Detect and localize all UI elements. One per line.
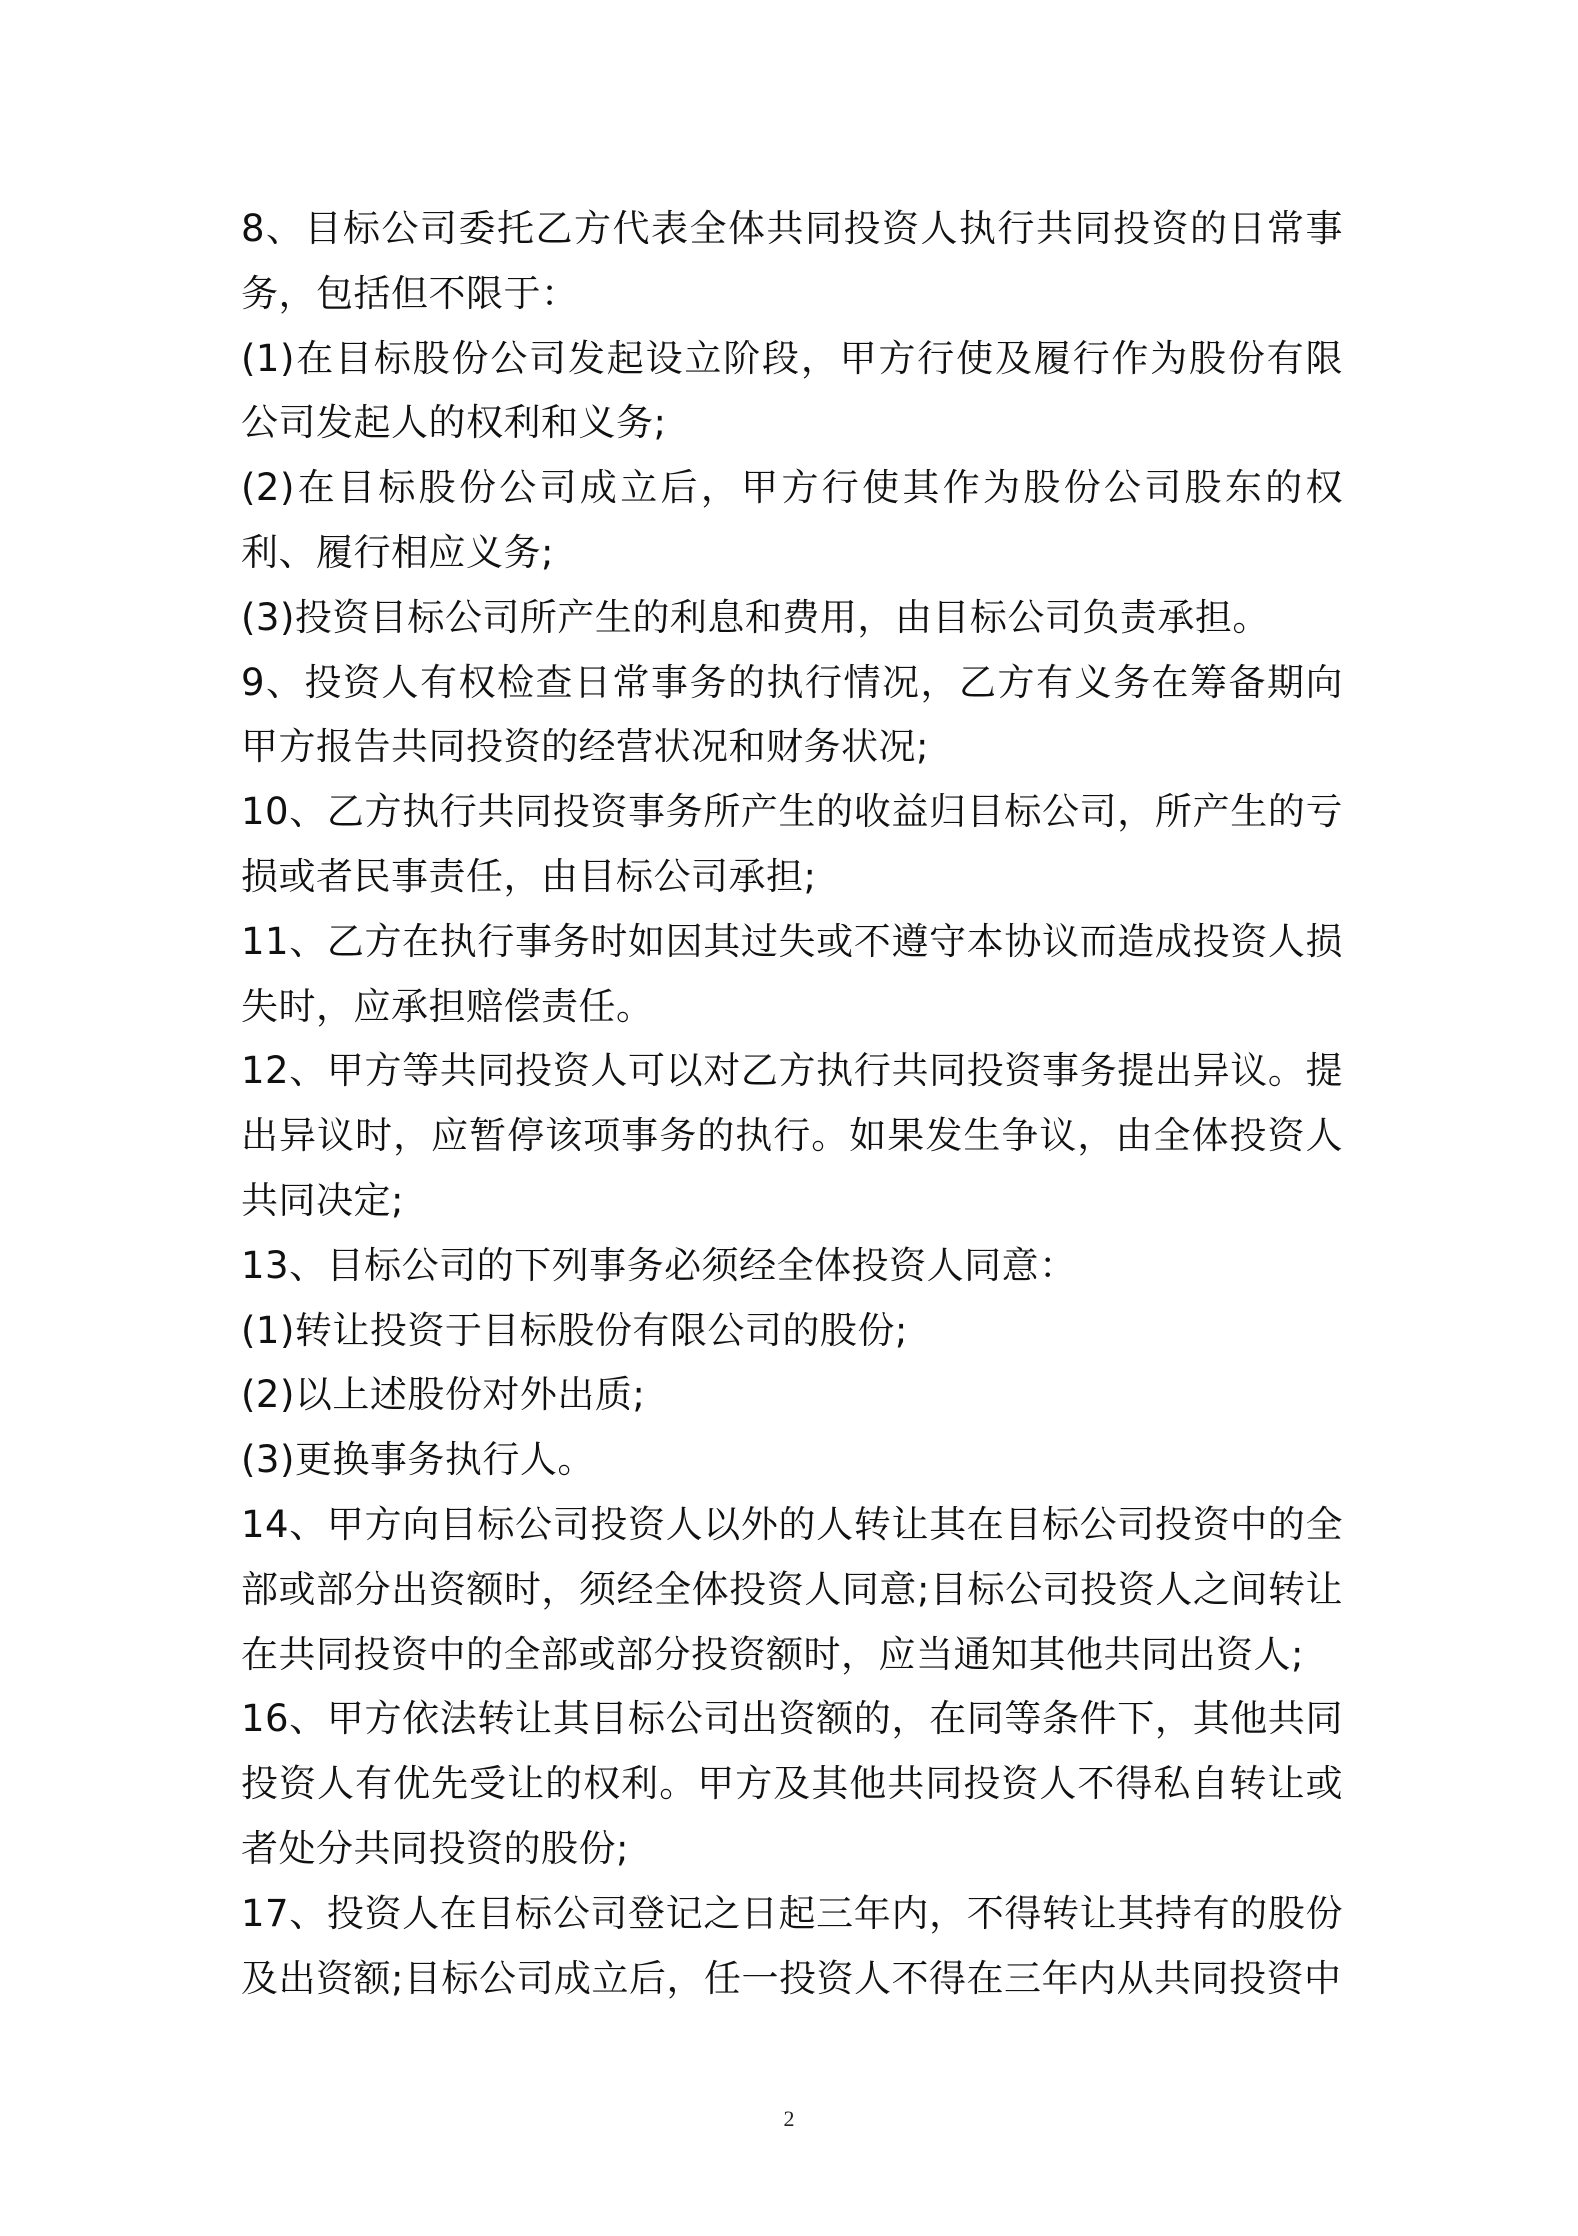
clause-17: 17、投资人在目标公司登记之日起三年内，不得转让其持有的股份及出资额;目标公司成立后，任一投资人不得在三年内从共同投资中 — [241, 1891, 1343, 2000]
clause-8-item-3: (3)投资目标公司所产生的利息和费用，由目标公司负责承担。 — [241, 595, 1270, 639]
clause-12: 12、甲方等共同投资人可以对乙方执行共同投资事务提出异议。提出异议时，应暂停该项事务的执行。如果发生争议，由全体投资人共同决定; — [241, 1049, 1343, 1222]
clause-16: 16、甲方依法转让其目标公司出资额的，在同等条件下，其他共同投资人有优先受让的权利。甲方及其他共同投资人不得私自转让或者处分共同投资的股份; — [241, 1697, 1343, 1870]
clause-8-item-1: (1)在目标股份公司发起设立阶段，甲方行使及履行作为股份有限公司发起人的权利和义务; — [241, 336, 1343, 445]
clause-11: 11、乙方在执行事务时如因其过失或不遵守本协议而造成投资人损失时，应承担赔偿责任。 — [241, 919, 1343, 1028]
clause-14: 14、甲方向目标公司投资人以外的人转让其在目标公司投资中的全部或部分出资额时，须经全体投资人同意;目标公司投资人之间转让在共同投资中的全部或部分投资额时，应当通知其他共同出资人; — [241, 1502, 1343, 1676]
clause-13-item-3: (3)更换事务执行人。 — [241, 1438, 595, 1482]
clause-13-item-2: (2)以上述股份对外出质; — [241, 1373, 646, 1417]
document-body — [241, 197, 1343, 2011]
clause-8: 8、目标公司委托乙方代表全体共同投资人执行共同投资的日常事务，包括但不限于： — [241, 207, 1343, 315]
clause-8-item-2: (2)在目标股份公司成立后，甲方行使其作为股份公司股东的权利、履行相应义务; — [241, 466, 1343, 574]
clause-9: 9、投资人有权检查日常事务的执行情况，乙方有义务在筹备期向甲方报告共同投资的经营状况和财务状况; — [241, 660, 1343, 769]
page-number: 2 — [783, 2106, 795, 2131]
clause-10: 10、乙方执行共同投资事务所产生的收益归目标公司，所产生的亏损或者民事责任，由目标公司承担; — [241, 790, 1343, 898]
clause-13-item-1: (1)转让投资于目标股份有限公司的股份; — [241, 1308, 908, 1352]
clause-13: 13、目标公司的下列事务必须经全体投资人同意： — [241, 1243, 1077, 1287]
